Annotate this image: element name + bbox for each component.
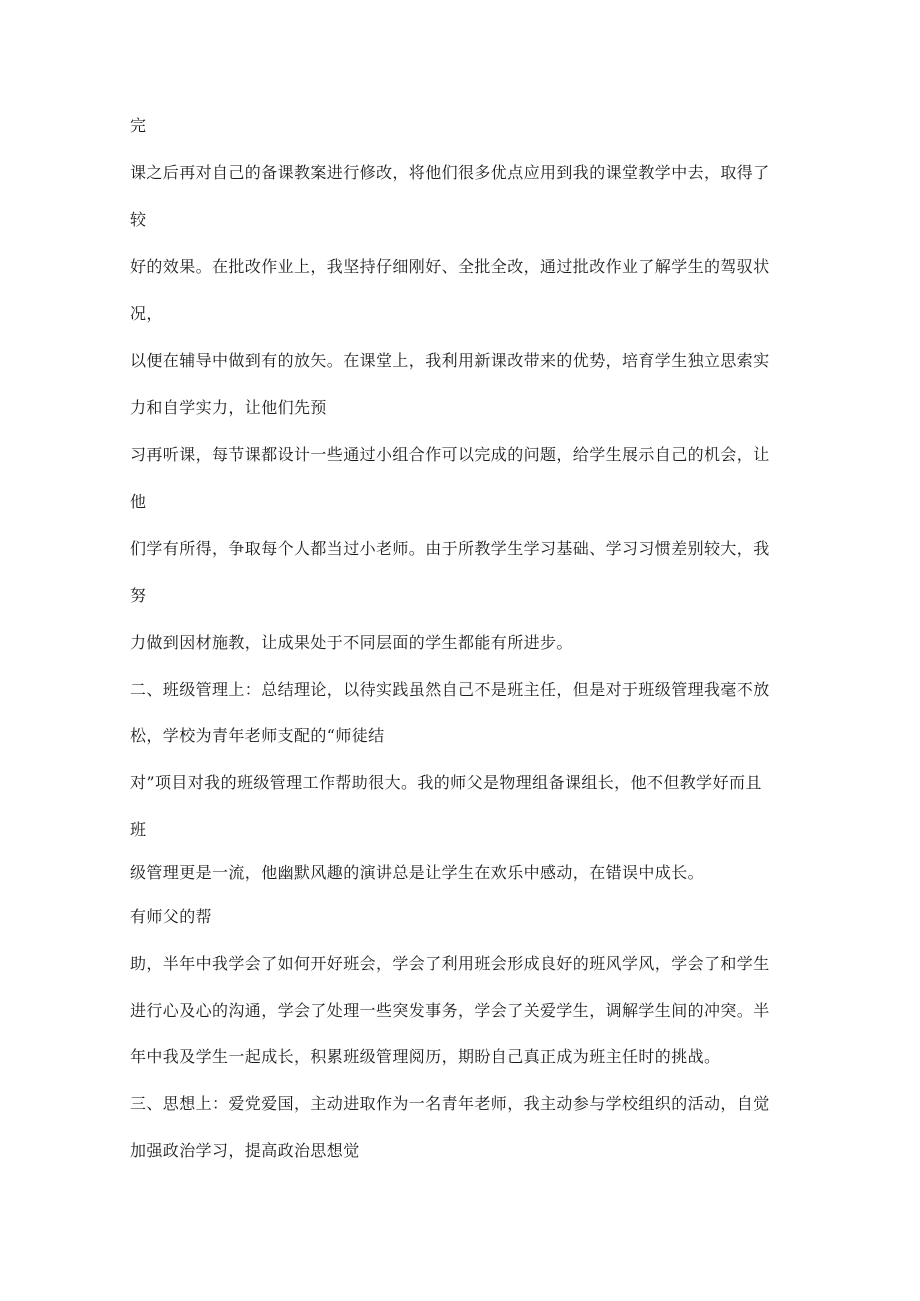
- text-line: 课之后再对自己的备课教案进行修改，将他们很多优点应用到我的课堂教学中去，取得了: [130, 163, 770, 182]
- text-line: 对”项目对我的班级管理工作帮助很大。我的师父是物理组备课组长，他不但教学好而且: [130, 773, 762, 792]
- text-line: 二、班级管理上：总结理论，以待实践虽然自己不是班主任，但是对于班级管理我毫不放: [130, 680, 770, 699]
- text-line: 松，学校为青年老师支配的“师徒结: [130, 726, 385, 745]
- text-line: 况，: [130, 304, 163, 323]
- text-line: 助，半年中我学会了如何开好班会，学会了利用班会形成良好的班风学风，学会了和学生: [130, 954, 770, 973]
- text-line: 好的效果。在批改作业上，我坚持仔细刚好、全批全改，通过批改作业了解学生的驾驭状: [130, 257, 770, 276]
- text-line: 年中我及学生一起成长，积累班级管理阅历，期盼自己真正成为班主任时的挑战。: [130, 1047, 721, 1066]
- text-line: 以便在辅导中做到有的放矢。在课堂上，我利用新课改带来的优势，培育学生独立思索实: [130, 351, 770, 370]
- text-line: 力和自学实力，让他们先预: [130, 398, 327, 417]
- text-line: 班: [130, 820, 147, 839]
- text-line: 完: [130, 116, 147, 135]
- text-line: 习再听课，每节课都设计一些通过小组合作可以完成的问题，给学生展示自己的机会，让: [130, 445, 770, 464]
- text-line: 力做到因材施教，让成果处于不同层面的学生都能有所进步。: [130, 633, 573, 652]
- text-line: 们学有所得，争取每个人都当过小老师。由于所教学生学习基础、学习习惯差别较大，我: [130, 539, 770, 558]
- text-line: 三、思想上：爱党爱国，主动进取作为一名青年老师，我主动参与学校组织的活动，自觉: [130, 1094, 770, 1113]
- text-line: 有师父的帮: [130, 907, 213, 926]
- text-line: 进行心及心的沟通，学会了处理一些突发事务，学会了关爱学生，调解学生间的冲突。半: [130, 1001, 770, 1020]
- text-line: 加强政治学习，提高政治思想觉: [130, 1141, 360, 1160]
- text-line: 级管理更是一流，他幽默风趣的演讲总是让学生在欢乐中感动，在错误中成长。: [130, 863, 705, 882]
- text-line: 努: [130, 586, 147, 605]
- text-line: 较: [130, 210, 147, 229]
- text-line: 他: [130, 492, 147, 511]
